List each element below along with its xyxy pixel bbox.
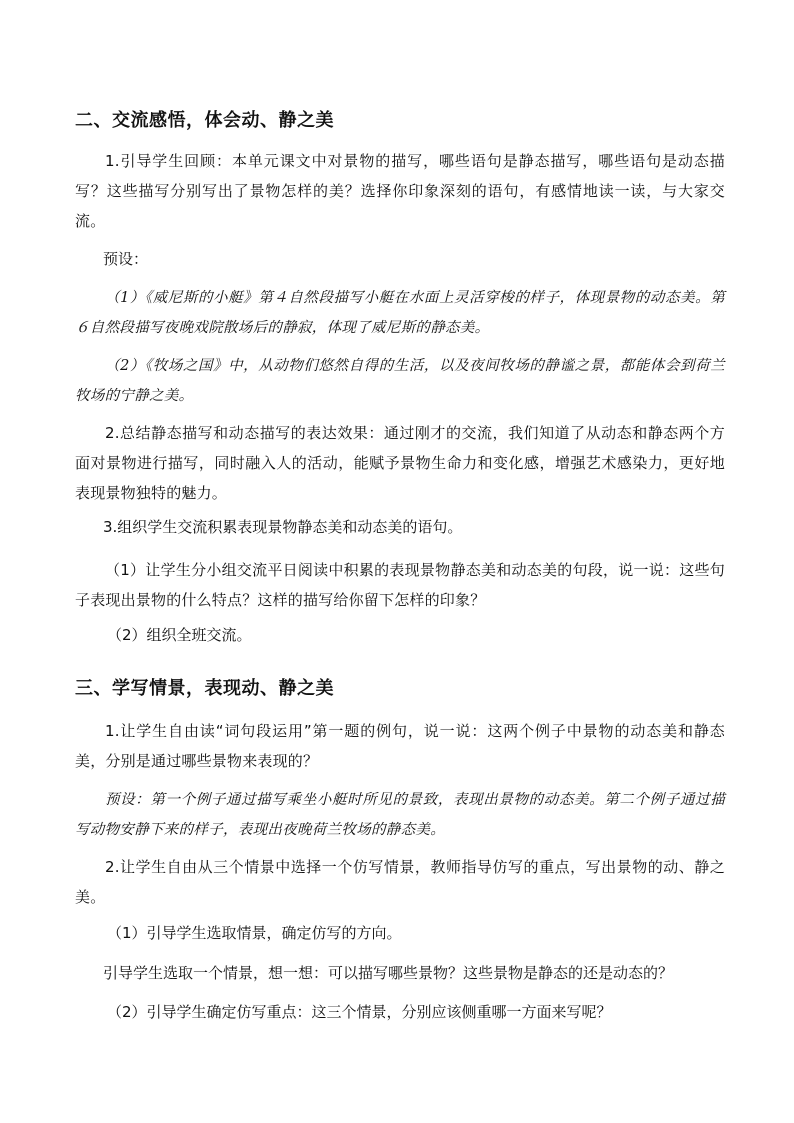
paragraph-3-2-1: （1）引导学生选取情景，确定仿写的方向。	[107, 924, 402, 942]
section-heading-2: 二、交流感悟，体会动、静之美	[75, 110, 334, 131]
paragraph-2-3-1: （1）让学生分小组交流平日阅读中积累的表现景物静态美和动态美的句段，说一说：这些句子表现出景物的什么特点？这样的描写给你留下怎样的印象？	[75, 561, 725, 609]
preset-2: （2）《牧场之国》中，从动物们悠然自得的生活，以及夜间牧场的静谧之景，都能体会到荷兰牧场的宁静之美。	[75, 358, 725, 404]
paragraph-3-2: 2.让学生自由从三个情景中选择一个仿写情景，教师指导仿写的重点，写出景物的动、静之美。	[75, 858, 725, 906]
paragraph-3-2-2: （2）引导学生确定仿写重点：这三个情景，分别应该侧重哪一方面来写呢？	[107, 1003, 612, 1021]
paragraph-2-2: 2.总结静态描写和动态描写的表达效果：通过刚才的交流，我们知道了从动态和静态两个方面对景物进行描写，同时融入人的活动，能赋予景物生命力和变化感，增强艺术感染力，更好地表现景物独特的魅力。	[75, 424, 725, 502]
preset-1: （1）《威尼斯的小艇》第４自然段描写小艇在水面上灵活穿梭的样子，体现景物的动态美。第６自然段描写夜晚戏院散场后的静寂，体现了威尼斯的静态美。	[75, 290, 725, 336]
preset-label: 预设：	[103, 250, 149, 268]
paragraph-3-2-1-text: 引导学生选取一个情景，想一想：可以描写哪些景物？这些景物是静态的还是动态的？	[103, 964, 674, 982]
preset-3: 预设：第一个例子通过描写乘坐小艇时所见的景致，表现出景物的动态美。第二个例子通过描写动物安静下来的样子，表现出夜晚荷兰牧场的静态美。	[75, 792, 725, 838]
paragraph-2-3: 3.组织学生交流积累表现景物静态美和动态美的语句。	[103, 518, 463, 536]
paragraph-3-1: 1.让学生自由读“词句段运用”第一题的例句，说一说：这两个例子中景物的动态美和静态美，分别是通过哪些景物来表现的？	[75, 722, 725, 770]
paragraph-2-3-2: （2）组织全班交流。	[107, 626, 252, 644]
paragraph-2-1: 1.引导学生回顾：本单元课文中对景物的描写，哪些语句是静态描写，哪些语句是动态描写？这些描写分别写出了景物怎样的美？选择你印象深刻的语句，有感情地读一读，与大家交流。	[75, 152, 725, 230]
section-heading-3: 三、学写情景，表现动、静之美	[75, 678, 334, 699]
